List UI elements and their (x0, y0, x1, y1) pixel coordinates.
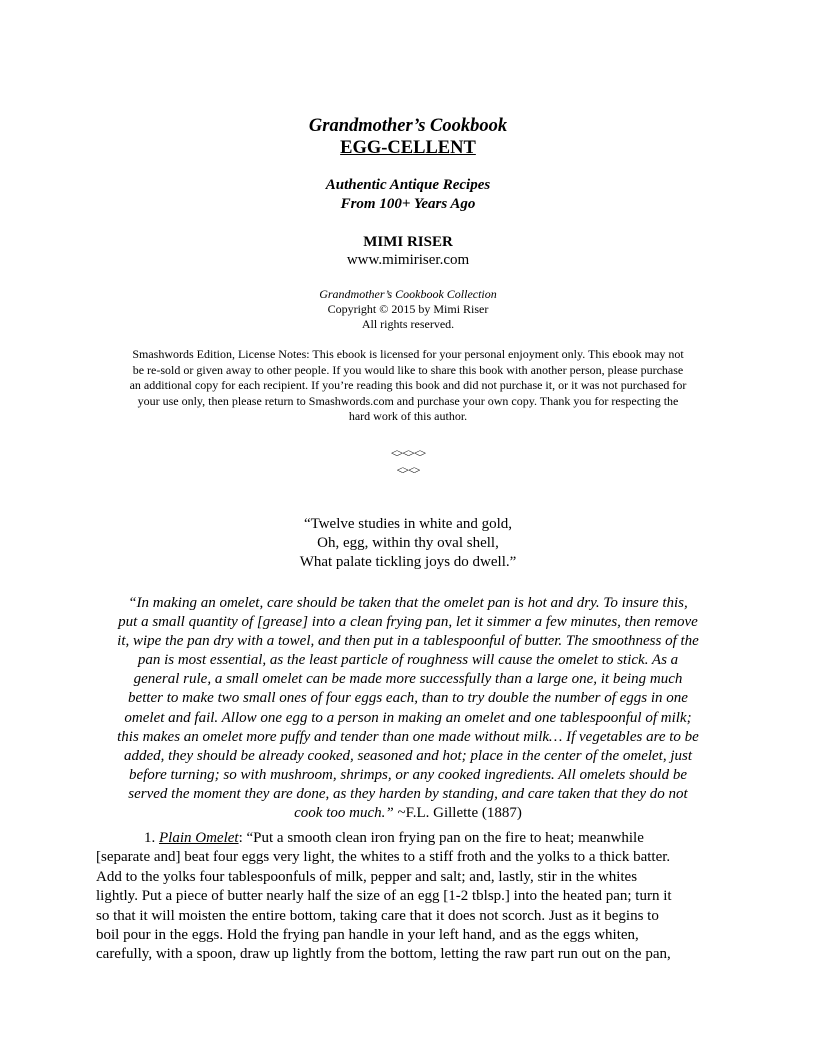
license-line: Smashwords Edition, License Notes: This ebook is licensed for your personal enjoyment only. This ebook may not (132, 347, 684, 361)
author-name: MIMI RISER (363, 234, 453, 250)
recipe-line: so that it will moisten the entire bottom, taking care that it does not scorch. Just as it begins to (96, 907, 659, 924)
quote-attribution: ~F.L. Gillette (1887) (393, 805, 522, 822)
quote-line: better to make two small ones of four eggs each, than to try double the number of eggs in one (128, 690, 688, 707)
quote-line: put a small quantity of [grease] into a clean frying pan, let it simmer a few minutes, then remove (118, 614, 698, 631)
gillette-quote (94, 594, 722, 823)
recipe-line: Add to the yolks four tablespoonfuls of milk, pepper and salt; and, lastly, stir in the whites (96, 868, 638, 885)
section-ornament-icon: <><><> (390, 446, 426, 460)
quote-line: before turning; so with mushroom, shrimps, or any cooked ingredients. All omelets should be (128, 766, 688, 783)
license-line: an additional copy for each recipient. If you’re reading this book and did not purchase it, or it was not purchased for (129, 378, 687, 392)
recipe-line: carefully, with a spoon, draw up lightly from the bottom, letting the raw part run out on the pan, (96, 946, 671, 963)
poem-line: What palate tickling joys do dwell.” (299, 554, 517, 570)
epigraph-poem (96, 515, 720, 572)
quote-line: “In making an omelet, care should be taken that the omelet pan is hot and dry. To insure this, (128, 595, 688, 611)
book-title: EGG-CELLENT (340, 138, 476, 158)
quote-line: served the moment they are done, as they harden by standing, and care taken that they do not (128, 785, 688, 802)
poem-line: Oh, egg, within thy oval shell, (317, 535, 499, 551)
quote-line: pan is most essential, as the least particle of roughness will cause the omelet to stick. As a (137, 652, 679, 669)
series-title: Grandmother’s Cookbook (308, 116, 508, 136)
recipe-first-line (96, 829, 720, 848)
license-line: hard work of this author. (348, 409, 468, 423)
recipe-line: [separate and] beat four eggs very light, the whites to a stiff froth and the yolks to a thick batter. (96, 849, 671, 866)
quote-line: it, wipe the pan dry with a towel, and then put in a tablespoonful of butter. The smoothness of the (117, 633, 699, 650)
recipe-plain-omelet (96, 829, 720, 965)
quote-line: added, they should be already cooked, seasoned and hot; place in the center of the omelet, just (123, 747, 693, 764)
quote-end: cook too much.” (294, 805, 394, 822)
poem-line: “Twelve studies in white and gold, (303, 516, 513, 532)
recipe-line: boil pour in the eggs. Hold the frying pan handle in your left hand, and as the eggs whiten, (96, 927, 639, 944)
quote-line: this makes an omelet more puffy and tender than one made without milk… If vegetables are to be (117, 728, 699, 745)
rights-notice: All rights reserved. (361, 317, 455, 331)
quote-line: general rule, a small omelet can be made more successfully than a large one, it being much (133, 671, 683, 688)
collection-name: Grandmother’s Cookbook Collection (319, 287, 497, 301)
section-ornament-icon: <><> (396, 463, 420, 477)
subtitle-line-2: From 100+ Years Ago (340, 196, 476, 212)
author-website: www.mimiriser.com (346, 252, 470, 268)
license-line: your use only, then please return to Smashwords.com and purchase your own copy. Thank you for respecting the (137, 393, 679, 408)
quote-last-line (94, 804, 722, 823)
recipe-line: lightly. Put a piece of butter nearly half the size of an egg [1-2 tblsp.] into the heated pan; turn it (96, 888, 672, 905)
quote-line: omelet and fail. Allow one egg to a person in making an omelet and one tablespoonful of milk; (124, 709, 692, 726)
license-line: be re-sold or given away to other people. If you would like to share this book with another person, please purchase (132, 362, 684, 377)
copyright-notice: Copyright © 2015 by Mimi Riser (327, 302, 489, 316)
subtitle-line-1: Authentic Antique Recipes (325, 177, 491, 193)
recipe-text: : “Put a smooth clean iron frying pan on the fire to heat; meanwhile (238, 830, 644, 846)
recipe-name: Plain Omelet (159, 830, 239, 846)
recipe-number: 1. (144, 830, 159, 846)
license-notes (96, 347, 720, 425)
